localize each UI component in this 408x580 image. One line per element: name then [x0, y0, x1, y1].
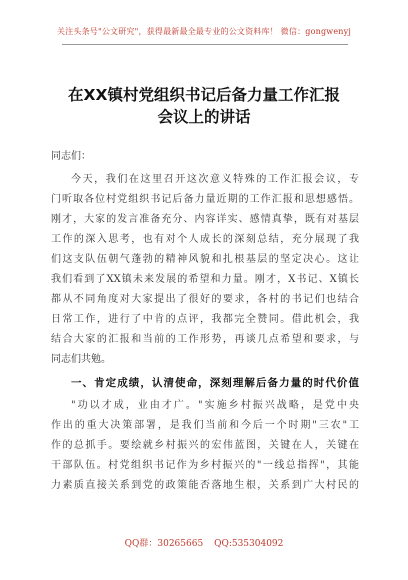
header-divider: [62, 44, 348, 45]
footer-contact: [0, 536, 408, 549]
salutation: 同志们：: [51, 151, 91, 162]
section-body-line: 作的总抓手。要绘就乡村振兴的宏伟蓝图，关键在人，关键在: [51, 440, 359, 451]
body-line: 工作的深入思考，也有对个人成长的深刻总结，充分展现了我: [51, 234, 359, 245]
document-title-line-1: 在XX镇村党组织书记后备力量工作汇报: [68, 86, 340, 104]
section-heading: 一、肯定成绩，认清使命，深刻理解后备力量的时代价值: [71, 377, 359, 389]
qq-text: QQ:535304092: [214, 539, 284, 549]
body-line: 结合大家的汇报和当前的工作形势，再谈几点希望和要求，与: [51, 334, 359, 345]
body-line: 门听取各位村党组织书记后备力量近期的工作汇报和思想感悟。: [51, 194, 359, 205]
qq-group-text: QQ群：30265665: [124, 539, 204, 549]
header-note: 关注头条号"公文研究"，获得最新最全最专业的公文资料库！ 微信：gongwenyj: [56, 27, 352, 36]
body-line: 们这支队伍朝气蓬勃的精神风貌和扎根基层的坚定决心。这让: [51, 254, 359, 265]
body-line: 日常工作，进行了中肯的点评，我都完全赞同。借此机会，我: [51, 314, 359, 325]
section-body-line: "功以才成，业由才广。"实施乡村振兴战略，是党中央: [71, 400, 359, 411]
body-line: 刚才，大家的发言准备充分、内容详实、感情真挚，既有对基层: [51, 214, 359, 225]
body-line: 我们看到了XX镇未来发展的希望和力量。刚才，X书记、X镇长: [51, 274, 359, 285]
body-line: 都从不同角度对大家提出了很好的要求，各村的书记们也结合: [51, 294, 359, 305]
document-title-line-2: 会议上的讲话: [157, 108, 251, 126]
section-body-line: 干部队伍。村党组织书记作为乡村振兴的"一线总指挥"，其能: [51, 460, 359, 471]
section-body-line: 作出的重大决策部署，是我们当前和今后一个时期"三农"工: [51, 420, 359, 431]
section-body-line: 力素质直接关系到党的政策能否落地生根，关系到广大村民的: [51, 480, 359, 491]
body-line: 今天，我们在这里召开这次意义特殊的工作汇报会议，专: [71, 174, 359, 185]
body-line: 同志们共勉。: [51, 354, 111, 365]
